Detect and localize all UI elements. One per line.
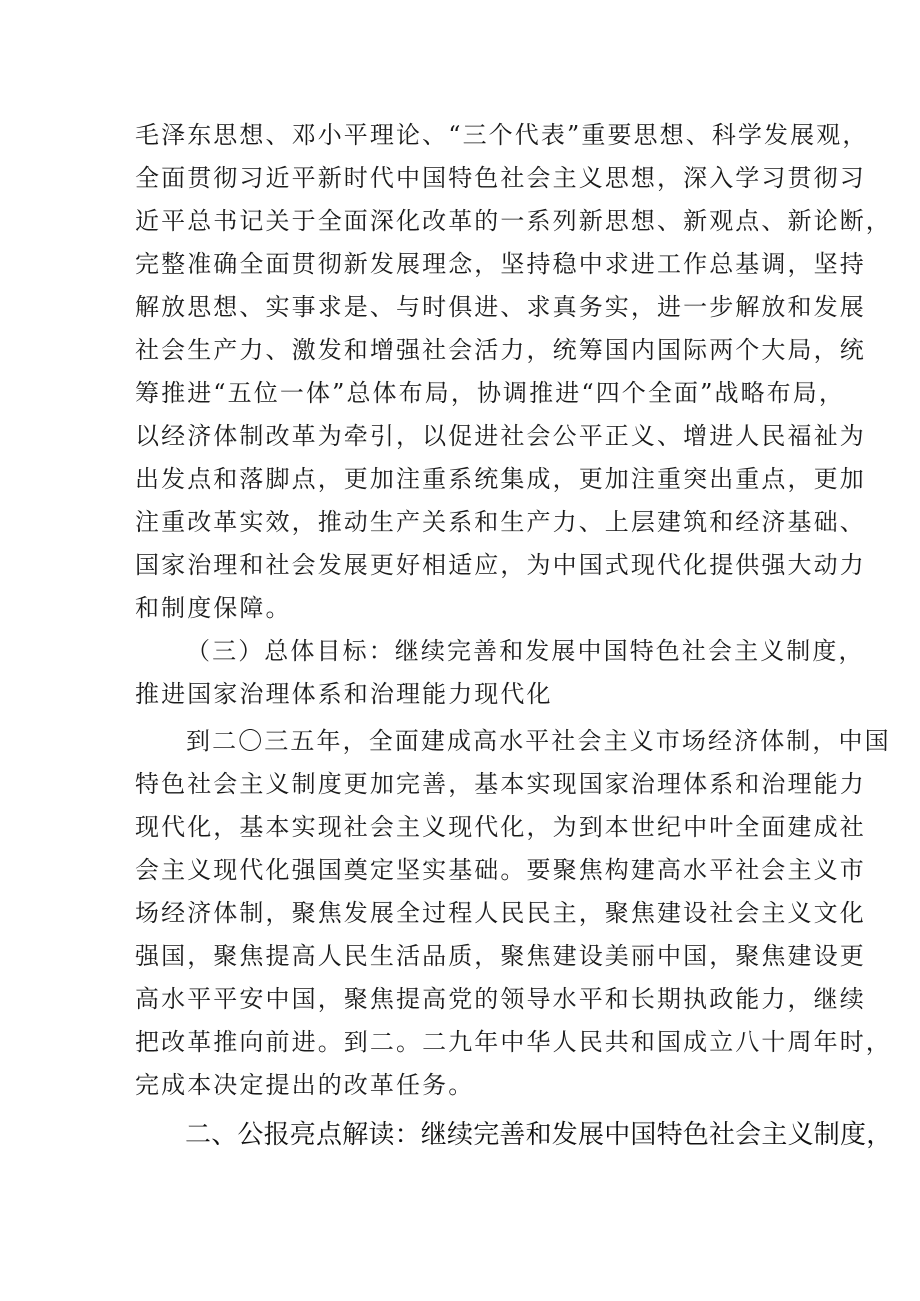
- body-text-line: 到二〇三五年，全面建成高水平社会主义市场经济体制，中国: [186, 727, 891, 755]
- body-text-line: 现代化，基本实现社会主义现代化，为到本世纪中叶全面建成社: [135, 813, 866, 841]
- body-text-line: 场经济体制，聚焦发展全过程人民民主，聚焦建设社会主义文化: [135, 899, 866, 927]
- body-text-line: 毛泽东思想、邓小平理论、“三个代表”重要思想、科学发展观，: [135, 121, 869, 149]
- body-text-line: 出发点和落脚点，更加注重系统集成，更加注重突出重点，更加: [135, 465, 866, 493]
- body-text-line: 特色社会主义制度更加完善，基本实现国家治理体系和治理能力: [135, 770, 866, 798]
- body-text-line: 解放思想、实事求是、与时俱进、求真务实，进一步解放和发展: [135, 293, 866, 321]
- body-text-line: 和制度保障。: [135, 594, 292, 622]
- body-text-line: 会主义现代化强国奠定坚实基础。要聚焦构建高水平社会主义市: [135, 856, 866, 884]
- body-text-line: 高水平平安中国，聚焦提高党的领导水平和长期执政能力，继续: [135, 985, 866, 1013]
- section-subheading: （三）总体目标：继续完善和发展中国特色社会主义制度，: [186, 637, 865, 665]
- body-text-line: 国家治理和社会发展更好相适应，为中国式现代化提供强大动力: [135, 551, 866, 579]
- body-text-line: 把改革推向前进。到二。二九年中华人民共和国成立八十周年时，: [135, 1028, 892, 1056]
- body-text-line: 完整准确全面贯彻新发展理念，坚持稳中求进工作总基调，坚持: [135, 250, 866, 278]
- body-text-line: 以经济体制改革为牵引，以促进社会公平正义、增进人民福祉为: [135, 422, 866, 450]
- section-subheading: 推进国家治理体系和治理能力现代化: [135, 680, 553, 708]
- body-text-line: 全面贯彻习近平新时代中国特色社会主义思想，深入学习贯彻习: [135, 164, 866, 192]
- body-text-line: 社会生产力、激发和增强社会活力，统筹国内国际两个大局，统: [135, 336, 866, 364]
- body-text-line: 筹推进“五位一体”总体布局，协调推进“四个全面”战略布局，: [135, 379, 845, 407]
- body-text-line: 强国，聚焦提高人民生活品质，聚焦建设美丽中国，聚焦建设更: [135, 942, 866, 970]
- body-text-line: 完成本决定提出的改革任务。: [135, 1071, 475, 1099]
- body-text-line: 注重改革实效，推动生产关系和生产力、上层建筑和经济基础、: [135, 508, 866, 536]
- section-heading: 二、公报亮点解读：继续完善和发展中国特色社会主义制度，: [185, 1120, 893, 1150]
- body-text-line: 近平总书记关于全面深化改革的一系列新思想、新观点、新论断，: [135, 207, 892, 235]
